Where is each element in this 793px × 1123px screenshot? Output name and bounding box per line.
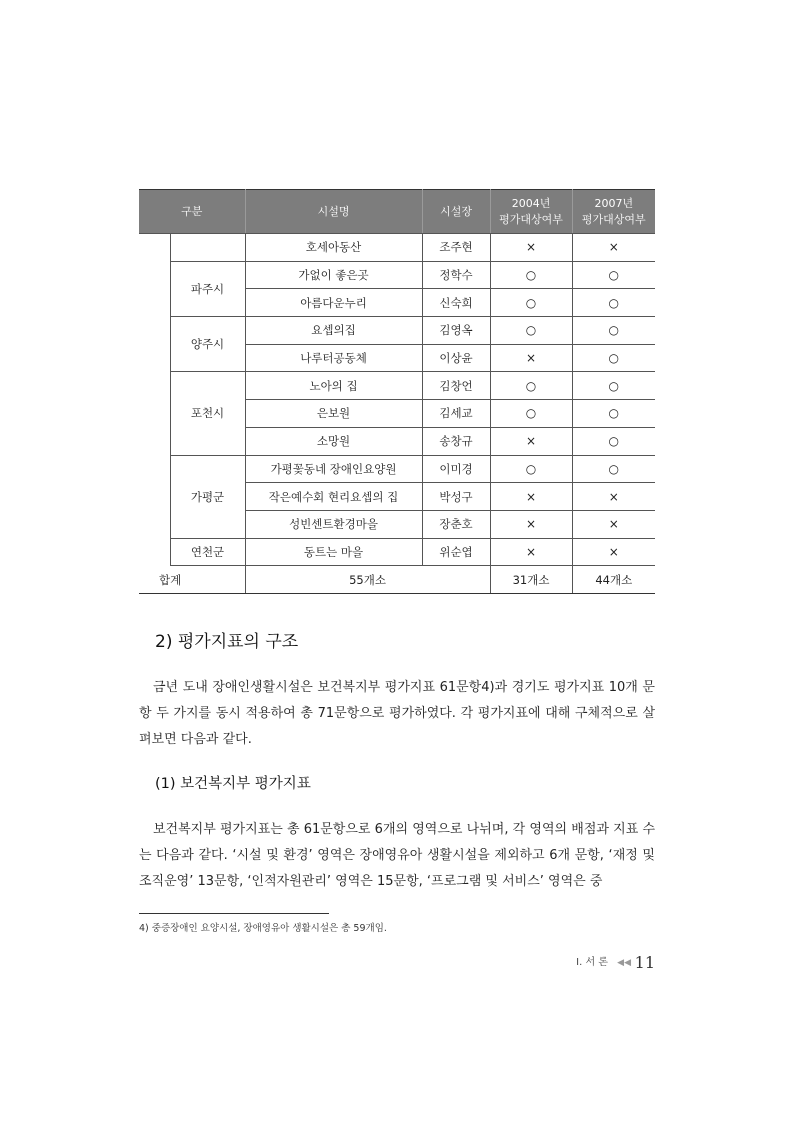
status-2004-cell: ○ — [490, 317, 572, 345]
status-2007-cell: × — [572, 538, 655, 566]
status-2007-cell: ○ — [572, 289, 655, 317]
blank-cell — [139, 455, 170, 538]
director-cell: 위순엽 — [422, 538, 490, 566]
blank-cell — [139, 538, 170, 566]
footer-arrow-icon: ◀◀ — [617, 958, 631, 968]
status-2007-cell: × — [572, 234, 655, 262]
blank-cell — [139, 317, 170, 372]
status-2007-cell: ○ — [572, 455, 655, 483]
table-row — [139, 372, 655, 400]
status-2004-cell: ○ — [490, 261, 572, 289]
director-cell: 김창언 — [422, 372, 490, 400]
facility-name-cell: 가평꽃동네 장애인요양원 — [245, 455, 422, 483]
status-2007-cell: × — [572, 510, 655, 538]
status-2007-cell: ○ — [572, 261, 655, 289]
blank-cell — [139, 372, 170, 455]
facility-name-cell: 소망원 — [245, 427, 422, 455]
table-row — [139, 317, 655, 345]
status-2007-cell: ○ — [572, 344, 655, 372]
table-row — [139, 234, 655, 262]
status-2004-cell: ○ — [490, 372, 572, 400]
director-cell: 김세교 — [422, 400, 490, 428]
status-2004-cell: × — [490, 510, 572, 538]
blank-cell — [139, 261, 170, 316]
subsection-heading: (1) 보건복지부 평가지표 — [155, 776, 311, 792]
facility-name-cell: 아름다운누리 — [245, 289, 422, 317]
total-label-cell: 합계 — [139, 566, 245, 594]
facility-name-cell: 성빈센트환경마을 — [245, 510, 422, 538]
footnote: 4) 중증장애인 요양시설, 장애영유아 생활시설은 총 59개임. — [139, 923, 387, 934]
total-row — [139, 566, 655, 594]
region-cell: 연천군 — [170, 538, 245, 566]
footer-chapter: Ⅰ. 서 론 — [576, 957, 608, 968]
page-number: 11 — [634, 953, 655, 972]
table-row — [139, 455, 655, 483]
status-2004-cell: × — [490, 538, 572, 566]
facility-name-cell: 작은예수회 현리요셉의 집 — [245, 483, 422, 511]
total-facilities-cell: 55개소 — [245, 566, 490, 594]
status-2004-cell: × — [490, 344, 572, 372]
director-cell: 박성구 — [422, 483, 490, 511]
status-2004-cell: × — [490, 483, 572, 511]
status-2004-cell: ○ — [490, 400, 572, 428]
status-2007-cell: ○ — [572, 317, 655, 345]
paragraph-intro: 금년 도내 장애인생활시설은 보건복지부 평가지표 61문항4)과 경기도 평가지표 10개 문항 두 가지를 동시 적용하여 총 71문항으로 평가하였다. 각 평가지표에 대해 구체적으로 살펴보면 다음과 같다. — [139, 680, 655, 747]
facility-name-cell: 동트는 마을 — [245, 538, 422, 566]
director-cell: 김영옥 — [422, 317, 490, 345]
status-2007-cell: × — [572, 483, 655, 511]
facility-name-cell: 호세아동산 — [245, 234, 422, 262]
director-cell: 정학수 — [422, 261, 490, 289]
region-cell — [170, 234, 245, 262]
header-facility-name: 시설명 — [245, 190, 422, 234]
total-2004-cell: 31개소 — [490, 566, 572, 594]
facility-name-cell: 가없이 좋은곳 — [245, 261, 422, 289]
status-2004-cell: × — [490, 427, 572, 455]
table-row — [139, 261, 655, 289]
director-cell: 이상윤 — [422, 344, 490, 372]
status-2007-cell: ○ — [572, 372, 655, 400]
region-cell: 포천시 — [170, 372, 245, 455]
status-2004-cell: ○ — [490, 289, 572, 317]
director-cell: 송창규 — [422, 427, 490, 455]
running-footer — [576, 953, 631, 968]
director-cell: 이미경 — [422, 455, 490, 483]
director-cell: 신숙희 — [422, 289, 490, 317]
region-cell: 파주시 — [170, 261, 245, 316]
director-cell: 조주현 — [422, 234, 490, 262]
table-body — [139, 234, 655, 594]
header-category: 구분 — [139, 190, 245, 234]
footnote-divider — [139, 913, 329, 914]
status-2007-cell: ○ — [572, 400, 655, 428]
section-heading: 2) 평가지표의 구조 — [155, 632, 299, 652]
region-cell: 양주시 — [170, 317, 245, 372]
header-2004: 2004년 평가대상여부 — [490, 190, 572, 234]
status-2004-cell: × — [490, 234, 572, 262]
header-director: 시설장 — [422, 190, 490, 234]
facility-table — [139, 189, 655, 594]
status-2004-cell: ○ — [490, 455, 572, 483]
table-header-row — [139, 190, 655, 234]
header-2007: 2007년 평가대상여부 — [572, 190, 655, 234]
blank-cell — [139, 234, 170, 262]
region-cell: 가평군 — [170, 455, 245, 538]
paragraph-mohw-index: 보건복지부 평가지표는 총 61문항으로 6개의 영역으로 나뉘며, 각 영역의 배점과 지표 수는 다음과 같다. ‘시설 및 환경’ 영역은 장애영유아 생활시설을 제외하고 6개 문항, ‘재정 및 조직운영’ 13문항, ‘인적자원관리’ 영역은 15문항, ‘프로그램 및 서비스’ 영역은 중 — [139, 822, 655, 889]
facility-name-cell: 나루터공동체 — [245, 344, 422, 372]
facility-name-cell: 요셉의집 — [245, 317, 422, 345]
total-2007-cell: 44개소 — [572, 566, 655, 594]
table-row — [139, 538, 655, 566]
director-cell: 장춘호 — [422, 510, 490, 538]
facility-name-cell: 노아의 집 — [245, 372, 422, 400]
status-2007-cell: ○ — [572, 427, 655, 455]
facility-name-cell: 은보원 — [245, 400, 422, 428]
